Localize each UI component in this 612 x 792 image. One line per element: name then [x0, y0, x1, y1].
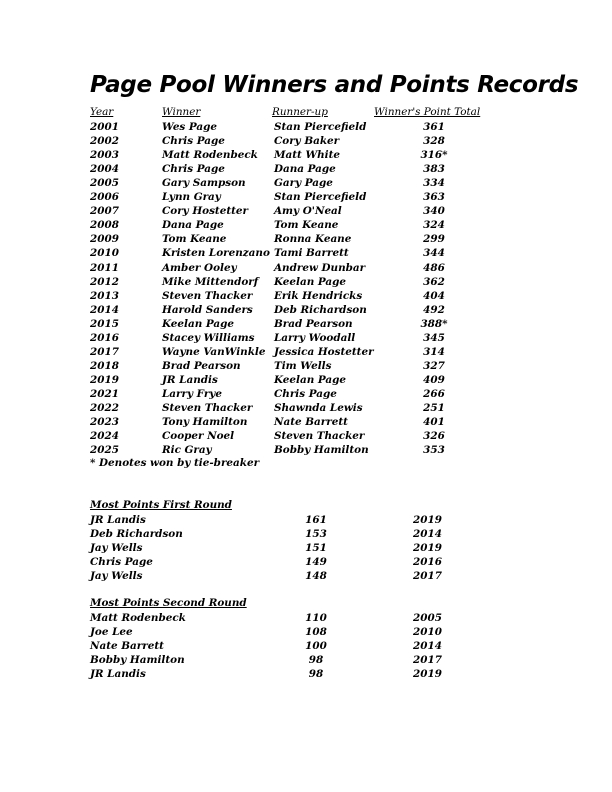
record-name: Matt Rodenbeck	[90, 612, 186, 624]
table-row	[0, 429, 612, 443]
winner-cell: Mike Mittendorf	[162, 275, 259, 288]
runner-up-cell: Keelan Page	[274, 275, 347, 288]
header-runner-up: Runner-up	[272, 106, 328, 118]
table-row	[0, 345, 612, 359]
winner-cell: Amber Ooley	[162, 261, 237, 274]
points-cell: 324	[423, 219, 445, 232]
table-row	[0, 190, 612, 204]
table-row	[0, 204, 612, 218]
year-cell: 2009	[90, 233, 119, 246]
record-year: 2016	[413, 556, 442, 569]
runner-up-cell: Andrew Dunbar	[274, 261, 366, 274]
table-row	[0, 148, 612, 162]
list-item	[0, 555, 612, 569]
record-name: Chris Page	[90, 556, 153, 569]
winner-cell: Tom Keane	[162, 233, 227, 246]
runner-up-cell: Tami Barrett	[274, 247, 349, 260]
list-item	[0, 569, 612, 583]
runner-up-cell: Gary Page	[274, 177, 333, 190]
points-cell: 251	[423, 402, 445, 414]
points-cell: 388*	[420, 317, 448, 330]
table-row	[0, 120, 612, 134]
runner-up-cell: Steven Thacker	[274, 430, 365, 443]
record-year: 2017	[413, 654, 442, 667]
record-name: Joe Lee	[90, 626, 133, 639]
points-cell: 344	[423, 247, 445, 260]
record-year: 2017	[413, 570, 442, 583]
record-points: 108	[305, 626, 327, 639]
runner-up-cell: Erik Hendricks	[274, 289, 363, 302]
table-row	[0, 246, 612, 260]
winner-cell: Gary Sampson	[162, 177, 246, 190]
table-row	[0, 415, 612, 429]
table-row	[0, 176, 612, 190]
runner-up-cell: Tim Wells	[274, 359, 332, 372]
runner-up-cell: Jessica Hostetter	[274, 345, 374, 358]
year-cell: 2001	[90, 121, 119, 133]
list-item	[0, 653, 612, 667]
year-cell: 2012	[90, 275, 119, 288]
record-year: 2019	[413, 542, 442, 555]
winner-cell: Wayne VanWinkle	[162, 345, 266, 358]
points-cell: 404	[423, 289, 445, 302]
points-cell: 327	[423, 359, 445, 372]
year-cell: 2022	[90, 402, 119, 414]
winner-cell: Keelan Page	[162, 317, 235, 330]
runner-up-cell: Keelan Page	[274, 373, 347, 386]
winner-cell: Stacey Williams	[162, 331, 255, 344]
record-year: 2019	[413, 668, 442, 681]
record-year: 2019	[413, 514, 442, 526]
runner-up-cell: Stan Piercefield	[274, 191, 367, 204]
record-year: 2014	[413, 528, 442, 541]
runner-up-cell: Nate Barrett	[274, 416, 348, 429]
runner-up-cell: Matt White	[274, 149, 341, 162]
table-row	[0, 331, 612, 345]
year-cell: 2016	[90, 331, 119, 344]
year-cell: 2010	[90, 247, 119, 260]
page-title: Page Pool Winners and Points Records	[90, 72, 579, 98]
winner-cell: Steven Thacker	[162, 289, 253, 302]
runner-up-cell: Larry Woodall	[274, 331, 356, 344]
points-cell: 362	[423, 275, 445, 288]
year-cell: 2014	[90, 303, 119, 316]
winner-cell: Brad Pearson	[162, 359, 241, 372]
list-item	[0, 625, 612, 639]
table-row	[0, 261, 612, 275]
list-item	[0, 667, 612, 681]
table-row	[0, 289, 612, 303]
points-cell: 314	[423, 345, 445, 358]
runner-up-cell: Chris Page	[274, 387, 337, 400]
table-row	[0, 275, 612, 289]
winner-cell: Harold Sanders	[162, 303, 253, 316]
record-points: 100	[305, 640, 327, 653]
list-item	[0, 611, 612, 625]
winner-cell: JR Landis	[162, 373, 218, 386]
runner-up-cell: Stan Piercefield	[274, 121, 367, 133]
points-cell: 326	[423, 430, 445, 443]
tiebreaker-note: * Denotes won by tie-breaker	[90, 457, 260, 469]
winner-cell: Larry Frye	[162, 387, 222, 400]
points-cell: 353	[423, 444, 445, 457]
points-cell: 345	[423, 331, 445, 344]
table-row	[0, 359, 612, 373]
record-points: 110	[305, 612, 327, 624]
points-cell: 328	[423, 135, 445, 148]
record-name: JR Landis	[90, 668, 146, 681]
runner-up-cell: Shawnda Lewis	[274, 402, 363, 414]
year-cell: 2023	[90, 416, 119, 429]
points-cell: 363	[423, 191, 445, 204]
record-points: 98	[308, 668, 324, 681]
points-cell: 299	[423, 233, 445, 246]
record-points: 161	[305, 514, 327, 526]
table-row	[0, 303, 612, 317]
winners-table-header	[0, 105, 612, 119]
runner-up-cell: Ronna Keane	[274, 233, 352, 246]
runner-up-cell: Dana Page	[274, 163, 336, 176]
runner-up-cell: Brad Pearson	[274, 317, 353, 330]
record-year: 2010	[413, 626, 442, 639]
year-cell: 2008	[90, 219, 119, 232]
year-cell: 2019	[90, 373, 119, 386]
points-cell: 383	[423, 163, 445, 176]
record-name: Deb Richardson	[90, 528, 183, 541]
year-cell: 2011	[90, 261, 119, 274]
record-year: 2014	[413, 640, 442, 653]
year-cell: 2021	[90, 387, 119, 400]
points-cell: 361	[423, 121, 445, 133]
year-cell: 2024	[90, 430, 119, 443]
points-cell: 486	[423, 261, 445, 274]
record-points: 98	[308, 654, 324, 667]
year-cell: 2005	[90, 177, 119, 190]
runner-up-cell: Deb Richardson	[274, 303, 367, 316]
winner-cell: Kristen Lorenzano	[162, 247, 270, 260]
winner-cell: Cory Hostetter	[162, 205, 249, 218]
record-name: Bobby Hamilton	[90, 654, 185, 667]
winner-cell: Matt Rodenbeck	[162, 149, 258, 162]
runner-up-cell: Amy O'Neal	[274, 205, 342, 218]
year-cell: 2003	[90, 149, 119, 162]
year-cell: 2006	[90, 191, 119, 204]
record-name: Jay Wells	[90, 570, 143, 583]
list-item	[0, 527, 612, 541]
record-year: 2005	[413, 612, 442, 624]
header-points: Winner's Point Total	[374, 106, 481, 118]
year-cell: 2002	[90, 135, 119, 148]
winner-cell: Tony Hamilton	[162, 416, 248, 429]
table-row	[0, 232, 612, 246]
first-round-title: Most Points First Round	[90, 499, 232, 511]
record-points: 148	[305, 570, 327, 583]
header-winner: Winner	[162, 106, 201, 118]
list-item	[0, 513, 612, 527]
table-row	[0, 387, 612, 401]
winner-cell: Steven Thacker	[162, 402, 253, 414]
winner-cell: Dana Page	[162, 219, 224, 232]
winner-cell: Ric Gray	[162, 444, 212, 457]
list-item	[0, 541, 612, 555]
record-name: Jay Wells	[90, 542, 143, 555]
record-points: 153	[305, 528, 327, 541]
points-cell: 334	[423, 177, 445, 190]
record-points: 151	[305, 542, 327, 555]
record-name: Nate Barrett	[90, 640, 164, 653]
record-name: JR Landis	[90, 514, 146, 526]
list-item	[0, 639, 612, 653]
table-row	[0, 162, 612, 176]
second-round-title: Most Points Second Round	[90, 597, 247, 609]
winner-cell: Chris Page	[162, 135, 225, 148]
table-row	[0, 401, 612, 415]
points-cell: 340	[423, 205, 445, 218]
runner-up-cell: Cory Baker	[274, 135, 340, 148]
record-points: 149	[305, 556, 327, 569]
table-row	[0, 134, 612, 148]
year-cell: 2013	[90, 289, 119, 302]
year-cell: 2007	[90, 205, 119, 218]
year-cell: 2015	[90, 317, 119, 330]
points-cell: 401	[423, 416, 445, 429]
points-cell: 316*	[420, 149, 448, 162]
year-cell: 2018	[90, 359, 119, 372]
winner-cell: Chris Page	[162, 163, 225, 176]
table-row	[0, 317, 612, 331]
table-row	[0, 218, 612, 232]
table-row	[0, 373, 612, 387]
winner-cell: Lynn Gray	[162, 191, 221, 204]
year-cell: 2004	[90, 163, 119, 176]
year-cell: 2017	[90, 345, 119, 358]
points-cell: 266	[423, 387, 445, 400]
runner-up-cell: Tom Keane	[274, 219, 339, 232]
header-year: Year	[90, 106, 114, 118]
year-cell: 2025	[90, 444, 119, 457]
winner-cell: Wes Page	[162, 121, 218, 133]
winner-cell: Cooper Noel	[162, 430, 235, 443]
points-cell: 409	[423, 373, 445, 386]
points-cell: 492	[423, 303, 445, 316]
runner-up-cell: Bobby Hamilton	[274, 444, 369, 457]
